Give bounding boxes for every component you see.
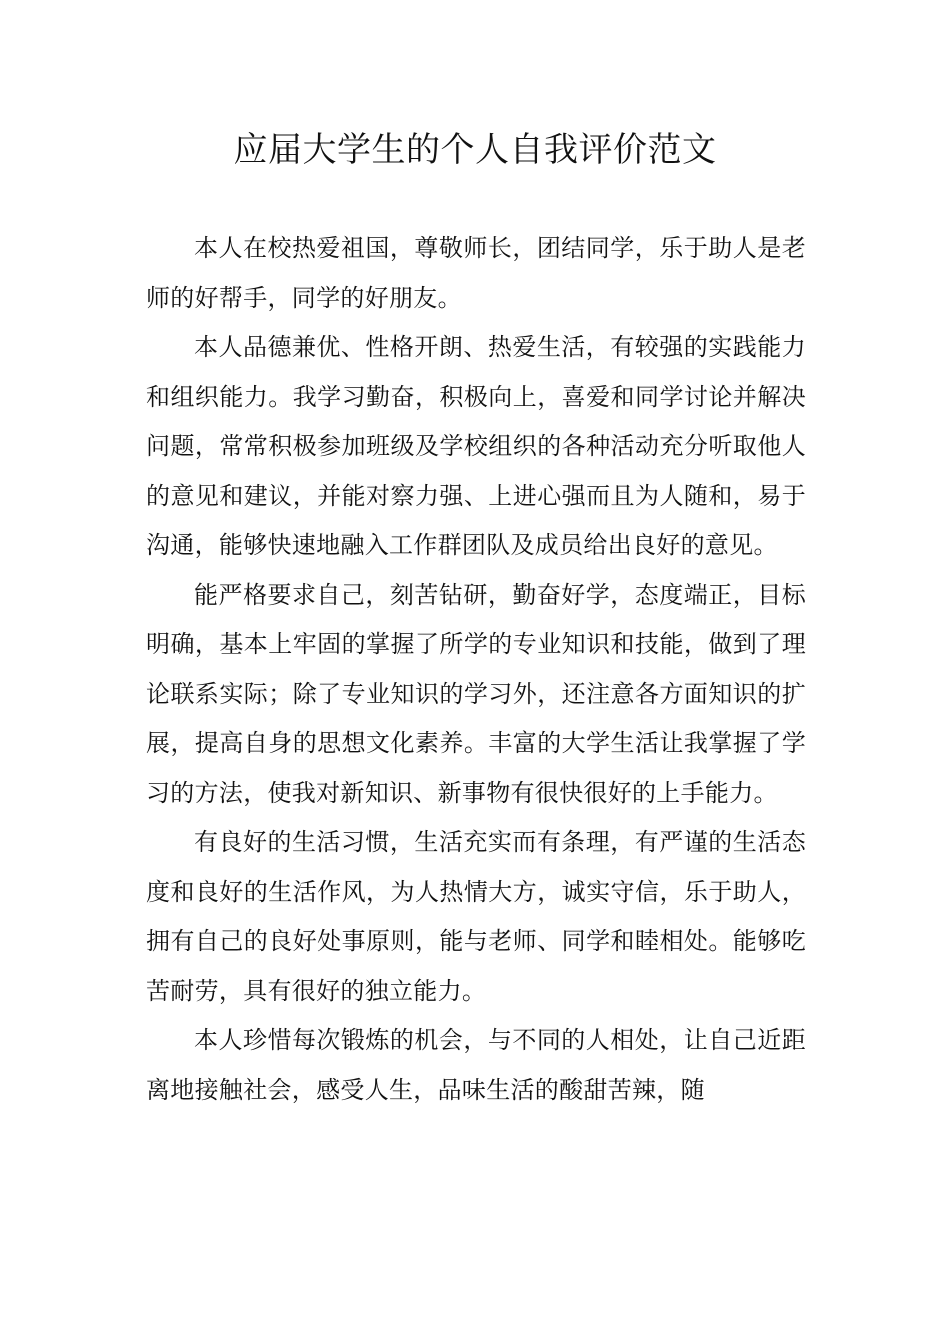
paragraph-2: 本人品德兼优、性格开朗、热爱生活，有较强的实践能力和组织能力。我学习勤奋，积极向上，喜爱和同学讨论并解决问题，常常积极参加班级及学校组织的各种活动充分听取他人的意见和建议，并能对察力强、上进心强而且为人随和，易于沟通，能够快速地融入工作群团队及成员给出良好的意见。	[146, 333, 806, 559]
paragraph-4: 有良好的生活习惯，生活充实而有条理，有严谨的生活态度和良好的生活作风，为人热情大方，诚实守信，乐于助人，拥有自己的良好处事原则，能与老师、同学和睦相处。能够吃苦耐劳，具有很好的独立能力。	[146, 828, 806, 1005]
document-title: 应届大学生的个人自我评价范文	[233, 130, 717, 170]
paragraph-5: 本人珍惜每次锻炼的机会，与不同的人相处，让自己近距离地接触社会，感受人生，品味生活的酸甜苦辣，随	[146, 1026, 806, 1104]
paragraph-3: 能严格要求自己，刻苦钻研，勤奋好学，态度端正，目标明确，基本上牢固的掌握了所学的专业知识和技能，做到了理论联系实际；除了专业知识的学习外，还注意各方面知识的扩展，提高自身的思想文化素养。丰富的大学生活让我掌握了学习的方法，使我对新知识、新事物有很快很好的上手能力。	[146, 580, 806, 807]
document-body	[146, 224, 806, 1115]
paragraph-1: 本人在校热爱祖国，尊敬师长，团结同学，乐于助人是老师的好帮手，同学的好朋友。	[146, 234, 806, 312]
